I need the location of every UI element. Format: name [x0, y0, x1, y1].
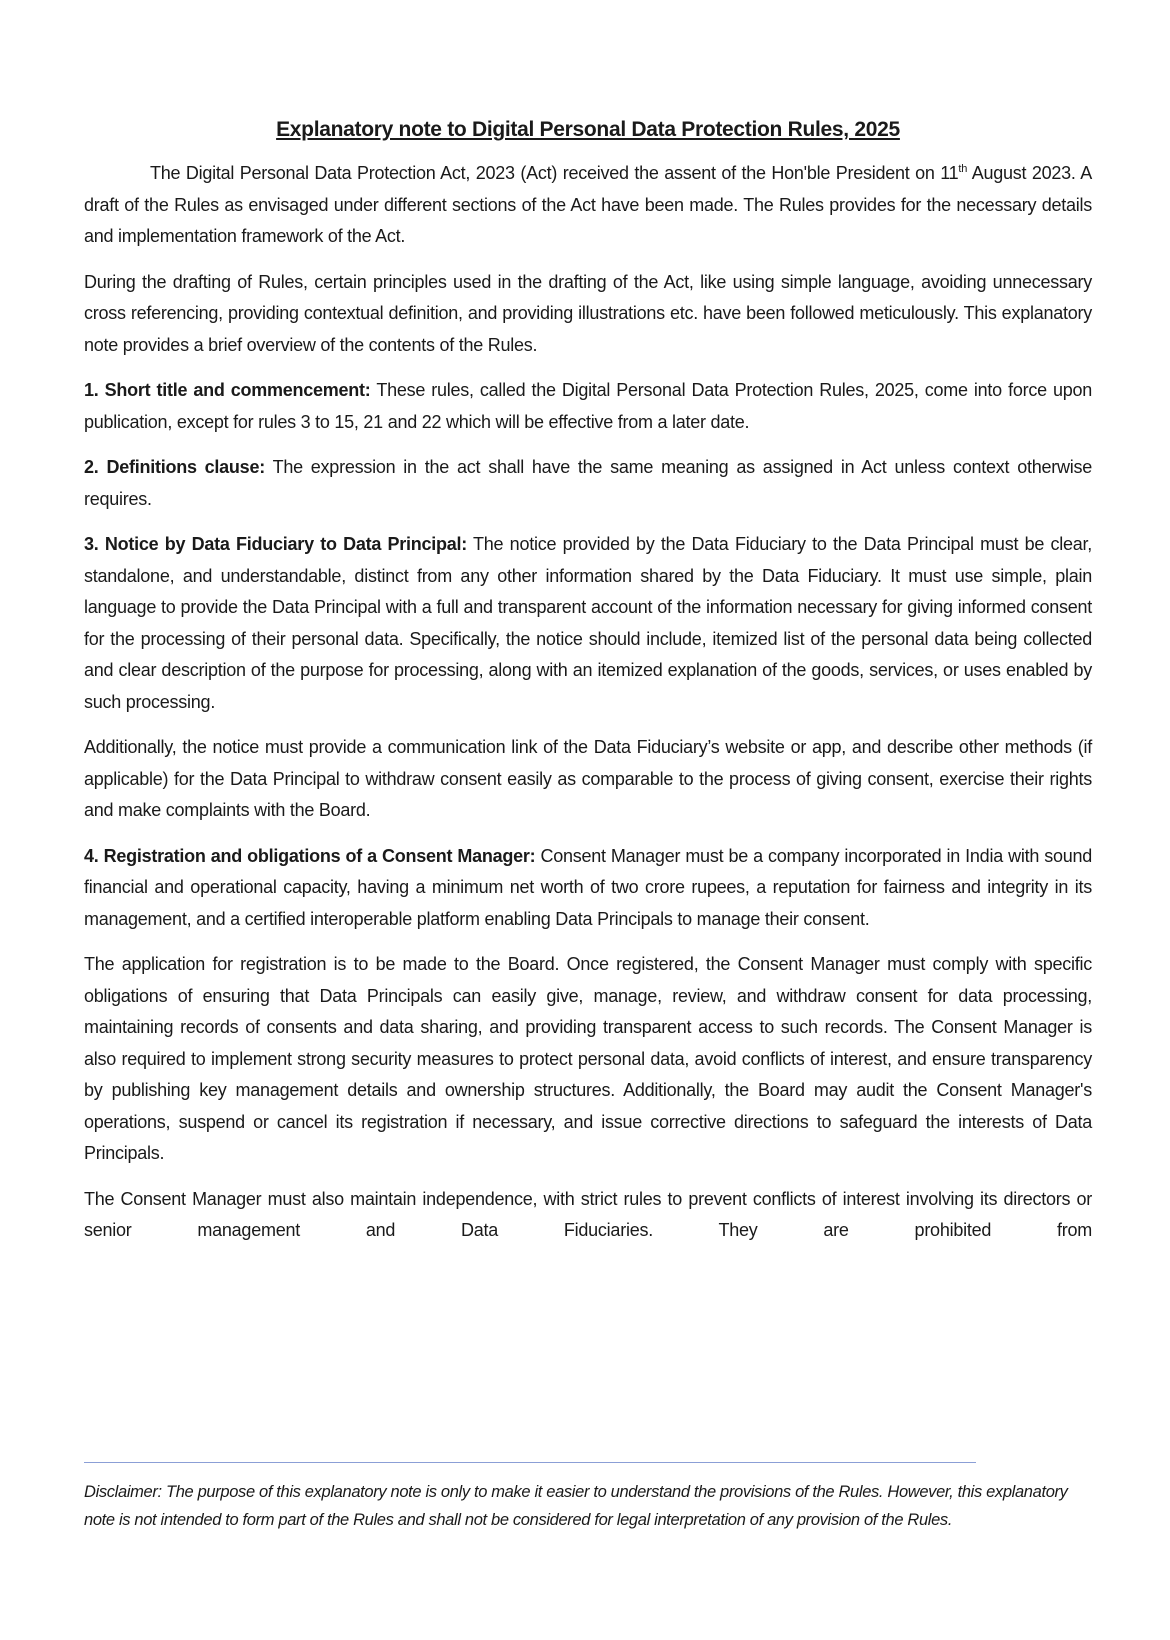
section-consent-manager-application: The application for registration is to be made to the Board. Once registered, the Consent Manager must comply with specific obligations of ensuring that Data Principals can easily give, manage, review, and withdraw consent for data processing, maintaining records of consents and data sharing, and providing transparent access to such records. The Consent Manager is also required to implement strong security measures to protect personal data, avoid conflicts of interest, and ensure transparency by publishing key management details and ownership structures. Additionally, the Board may audit the Consent Manager's operations, suspend or cancel its registration if necessary, and issue corrective directions to safeguard the interests of Data Principals.	[84, 954, 1092, 1163]
section-heading: 1. Short title and commencement:	[84, 380, 371, 400]
section-definitions	[84, 452, 1092, 515]
section-text: The notice provided by the Data Fiduciary to the Data Principal must be clear, standalone, and understandable, distinct from any other information shared by the Data Fiduciary. It must use simple, plain language to provide the Data Principal with a full and transparent account of the information necessary for giving informed consent for the processing of their personal data. Specifically, the notice should include, itemized list of the personal data being collected and clear description of the purpose for processing, along with an itemized explanation of the goods, services, or uses enabled by such processing.	[84, 534, 1092, 712]
ordinal-suffix: th	[958, 163, 968, 175]
section-consent-manager-independence: The Consent Manager must also maintain independence, with strict rules to prevent conflicts of interest involving its directors or senior management and Data Fiduciaries. They are prohibited from	[84, 1188, 1092, 1240]
disclaimer: Disclaimer: The purpose of this explanatory note is only to make it easier to understand the provisions of the Rules. However, this explanatory note is not intended to form part of the Rules and shall not be considered for legal interpretation of any provision of the Rules.	[84, 1483, 1068, 1529]
section-text: The expression in the act shall have the same meaning as assigned in Act unless context otherwise requires.	[84, 457, 1093, 509]
section-heading: 4. Registration and obligations of a Consent Manager:	[84, 845, 536, 866]
section-heading: 3. Notice by Data Fiduciary to Data Principal:	[84, 534, 467, 554]
section-consent-manager	[84, 841, 1092, 936]
intro-text: The Digital Personal Data Protection Act, 2023 (Act) received the assent of the Hon'ble President on 11	[150, 163, 959, 183]
section-notice-additional: Additionally, the notice must provide a communication link of the Data Fiduciary’s website or app, and describe other methods (if applicable) for the Data Principal to withdraw consent easily as comparable to the process of giving consent, exercise their rights and make complaints with the Board.	[84, 737, 1092, 820]
footnote-divider	[84, 1462, 976, 1463]
section-heading: 2. Definitions clause:	[84, 457, 265, 477]
section-short-title	[84, 375, 1092, 438]
document-title: Explanatory note to Digital Personal Data Protection Rules, 2025	[276, 118, 900, 141]
intro-text-continued: August 2023. A draft of the Rules as envisaged under different sections of the Act have been made. The Rules provides for the necessary details and implementation framework of the Act.	[84, 163, 1092, 246]
intro-paragraph	[84, 158, 1092, 253]
section-notice	[84, 529, 1092, 718]
document-body	[84, 118, 1092, 1261]
section-text: Consent Manager must be a company incorporated in India with sound financial and operational capacity, having a minimum net worth of two crore rupees, a reputation for fairness and integrity in its management, and a certified interoperable platform enabling Data Principals to manage their consent.	[84, 845, 1092, 929]
drafting-paragraph: During the drafting of Rules, certain principles used in the drafting of the Act, like using simple language, avoiding unnecessary cross referencing, providing contextual definition, and providing illustrations etc. have been followed meticulously. This explanatory note provides a brief overview of the contents of the Rules.	[84, 271, 1092, 355]
section-text: These rules, called the Digital Personal Data Protection Rules, 2025, come into force upon publication, except for rules 3 to 15, 21 and 22 which will be effective from a later date.	[84, 380, 1092, 432]
